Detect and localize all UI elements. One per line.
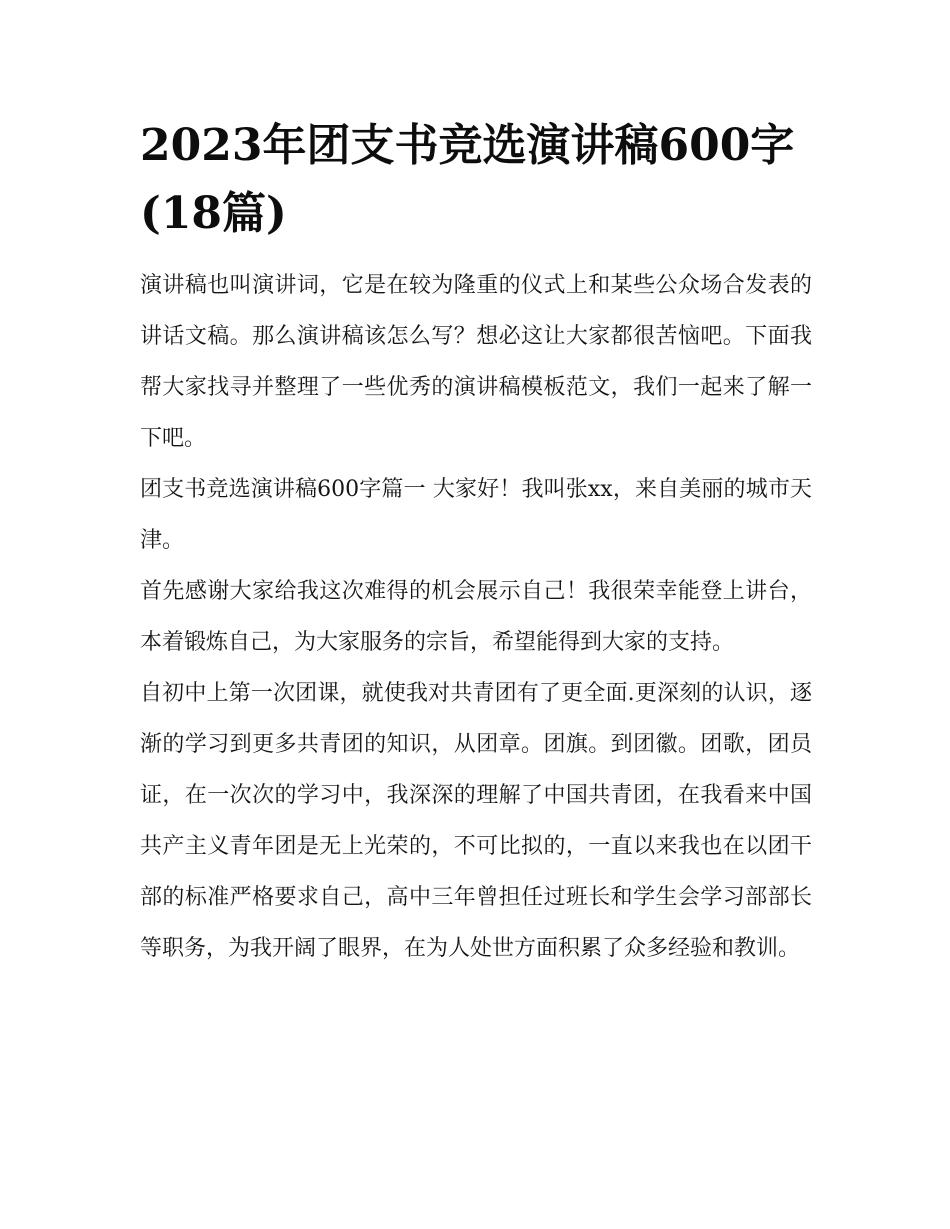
document-title: 2023年团支书竞选演讲稿600字(18篇) (140, 120, 795, 239)
experience-paragraph: 自初中上第一次团课，就使我对共青团有了更全面.更深刻的认识，逐渐的学习到更多共青团的知识，从团章。团旗。到团徽。团歌，团员证，在一次次的学习中，我深深的理解了中国共青团，在我看来中国共产主义青年团是无上光荣的，不可比拟的，一直以来我也在以团干部的标准严格要求自己，高中三年曾担任过班长和学生会学习部部长等职务，为我开阔了眼界，在为人处世方面积累了众多经验和教训。 (140, 681, 812, 961)
thanks-paragraph: 首先感谢大家给我这次难得的机会展示自己！我很荣幸能登上讲台，本着锻炼自己，为大家服务的宗旨，希望能得到大家的支持。 (140, 579, 812, 655)
document-body (140, 112, 812, 974)
speech-opening-paragraph: 团支书竞选演讲稿600字篇一 大家好！我叫张xx，来自美丽的城市天津。 (140, 477, 812, 553)
intro-paragraph: 演讲稿也叫演讲词，它是在较为隆重的仪式上和某些公众场合发表的讲话文稿。那么演讲稿该怎么写？想必这让大家都很苦恼吧。下面我帮大家找寻并整理了一些优秀的演讲稿模板范文，我们一起来了解一下吧。 (140, 273, 812, 451)
